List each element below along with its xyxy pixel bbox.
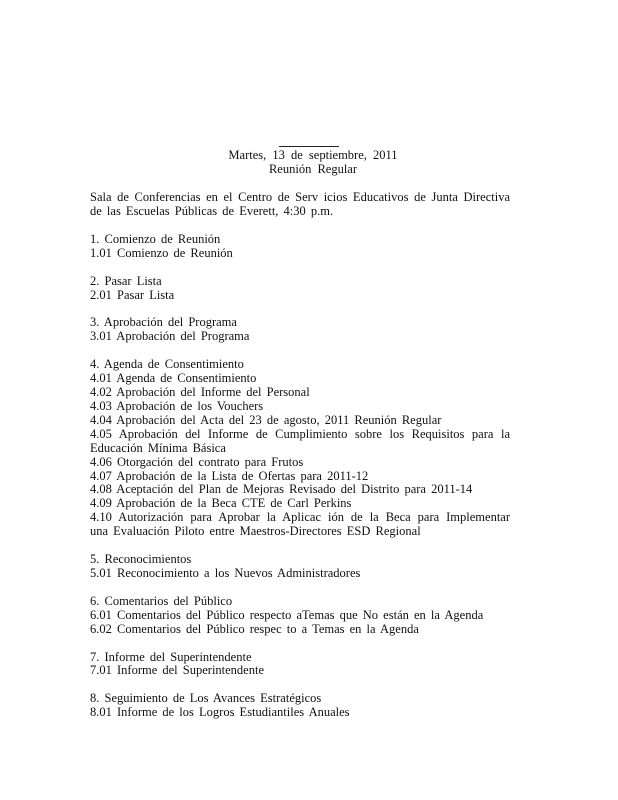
agenda-item: 4.07 Aprobación de la Lista de Ofertas para 2011-12: [90, 468, 369, 483]
section-title: 7. Informe del Superintendente: [90, 649, 252, 664]
agenda-item: 5.01 Reconocimiento a los Nuevos Administradores: [90, 565, 361, 580]
agenda-section-5: [90, 553, 510, 581]
agenda-section-7: [90, 651, 510, 679]
meeting-date: Martes, 13 de septiembre, 2011: [228, 148, 398, 162]
agenda-item: 4.09 Aprobación de la Beca CTE de Carl Perkins: [90, 496, 352, 511]
section-title: 6. Comentarios del Público: [90, 593, 233, 608]
agenda-item: 4.02 Aprobación del Informe del Personal: [90, 385, 310, 400]
agenda-item: 4.06 Otorgación del contrato para Frutos: [90, 454, 304, 469]
agenda-section-8: [90, 692, 510, 720]
agenda-item: 2.01 Pasar Lista: [90, 287, 175, 302]
agenda-item: 4.01 Agenda de Consentimiento: [90, 371, 257, 386]
agenda-item: 3.01 Aprobación del Programa: [90, 329, 250, 344]
agenda-item: 1.01 Comienzo de Reunión: [90, 245, 233, 260]
meeting-type: Reunión Regular: [268, 162, 358, 176]
agenda-item: 4.03 Aprobación de los Vouchers: [90, 398, 264, 413]
section-title: 4. Agenda de Consentimiento: [90, 357, 244, 372]
header-rule: [279, 146, 339, 147]
agenda-item: 4.05 Aprobación del Informe de Cumplimiento sobre los Requisitos para la Educación Mínima Básica: [90, 426, 510, 455]
agenda-item: 4.04 Aprobación del Acta del 23 de agosto, 2011 Reunión Regular: [90, 412, 442, 427]
agenda-section-1: [90, 233, 510, 261]
agenda-item: 8.01 Informe de los Logros Estudiantiles Anuales: [90, 705, 350, 720]
section-title: 2. Pasar Lista: [90, 273, 162, 288]
agenda-section-6: [90, 595, 510, 637]
meeting-header: [0, 148, 618, 176]
agenda-item: 6.01 Comentarios del Público respecto aTemas que No están en la Agenda: [90, 607, 484, 622]
agenda-item: 4.10 Autorización para Aprobar la Aplicac ión de la Beca para Implementar una Evaluación Piloto entre Maestros-Directores ESD Regional: [90, 510, 510, 539]
section-title: 3. Aprobación del Programa: [90, 315, 237, 330]
meeting-location: Sala de Conferencias en el Centro de Serv icios Educativos de Junta Directiva de las Escuelas Públicas de Everett, 4:30 p.m.: [90, 190, 510, 218]
section-title: 5. Reconocimientos: [90, 552, 192, 567]
agenda-item: 4.08 Aceptación del Plan de Mejoras Revisado del Distrito para 2011-14: [90, 482, 473, 497]
agenda-section-4: [90, 358, 510, 539]
agenda-item: 6.02 Comentarios del Público respec to a Temas en la Agenda: [90, 621, 419, 636]
agenda-section-3: [90, 316, 510, 344]
agenda-section-2: [90, 275, 510, 303]
agenda-body: [90, 191, 510, 734]
section-title: 1. Comienzo de Reunión: [90, 231, 221, 246]
section-title: 8. Seguimiento de Los Avances Estratégicos: [90, 691, 322, 706]
agenda-item: 7.01 Informe del Superintendente: [90, 663, 265, 678]
